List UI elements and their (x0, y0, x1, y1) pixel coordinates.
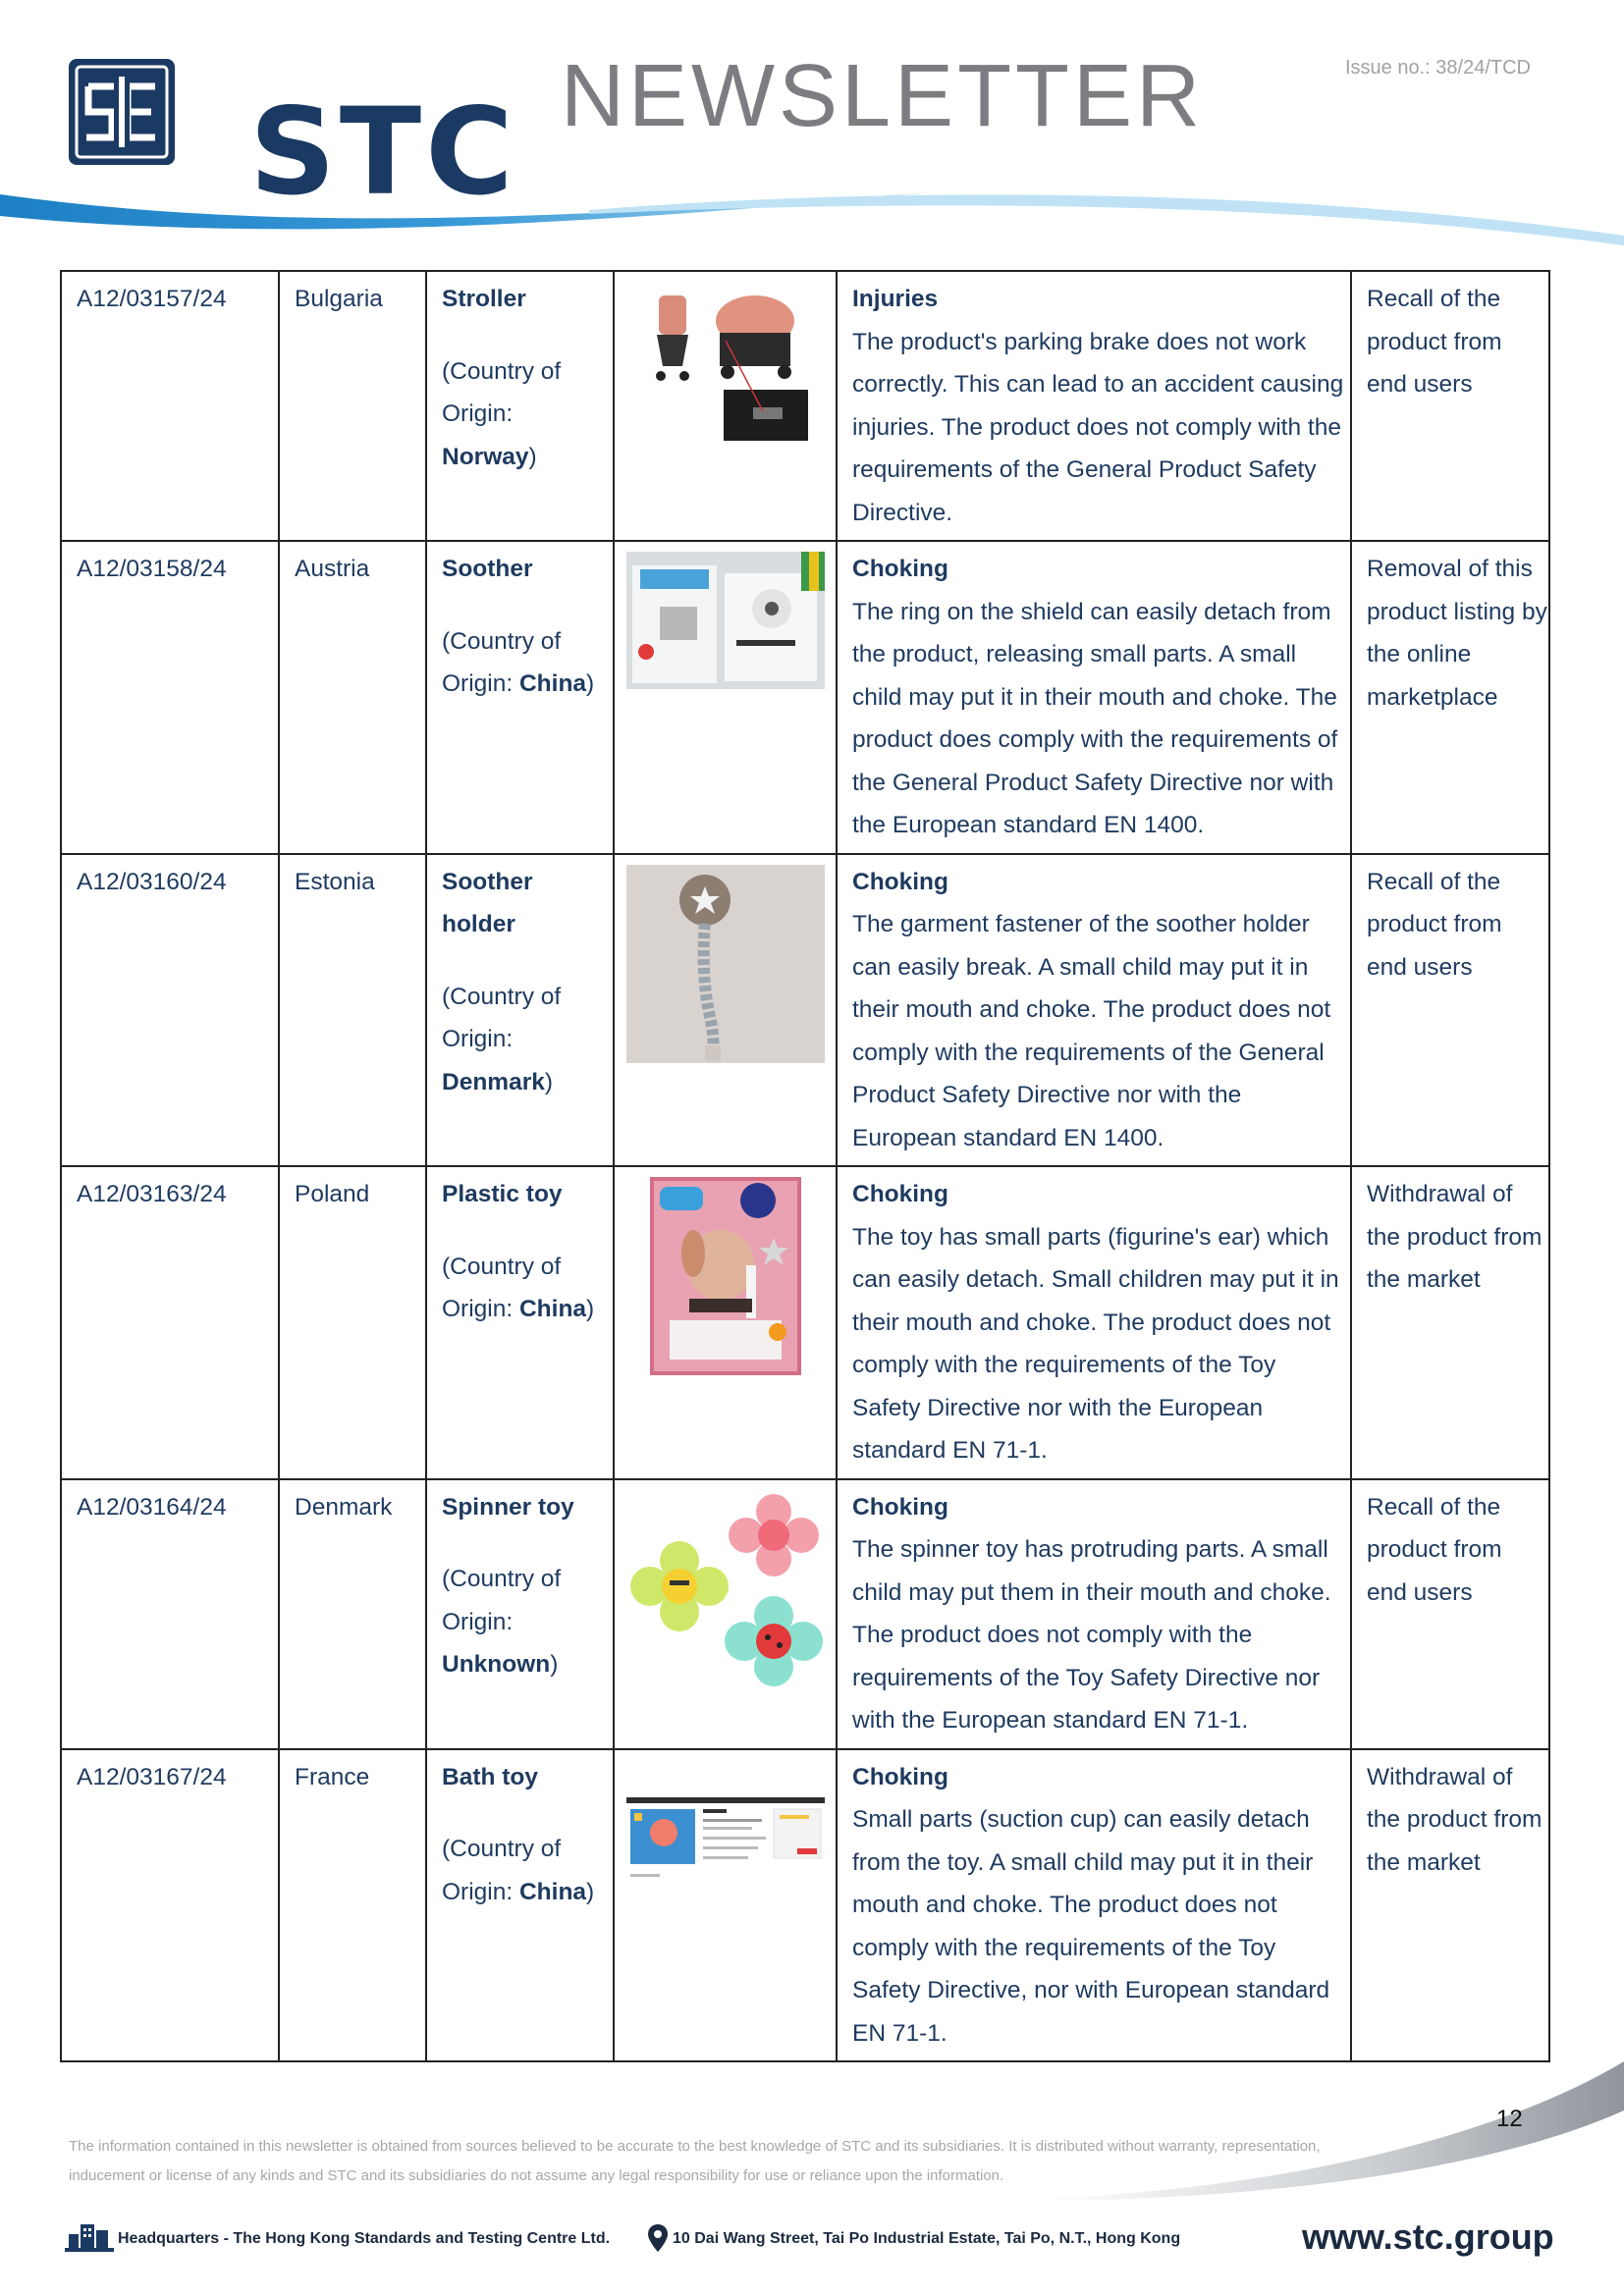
product-image-cell (614, 1479, 837, 1749)
origin-country: Unknown (442, 1651, 551, 1678)
brand-name: STC (249, 82, 517, 222)
risk-cell (837, 1749, 1351, 2062)
disclaimer-text: The information contained in this newsletter is obtained from sources believed to be accurate to the best knowledge of STC and its subsidiaries. It is distributed without warranty, representation, inducement or license of any kinds and STC and its subsidiaries do not assume any legal responsibility for use or reliance upon the information. (69, 2138, 1321, 2184)
origin-prefix: (Country of Origin: (442, 983, 562, 1052)
product-cell (426, 271, 614, 541)
risk-description: Small parts (suction cup) can easily detach from the toy. A small child may put it in their mouth and choke. The product does not comply with the requirements of the Toy Safety Directive, nor with European standard EN 71-1. (852, 1806, 1330, 2047)
risk-cell (837, 854, 1351, 1167)
table-row (61, 854, 1549, 1167)
reference-cell: A12/03160/24 (61, 854, 279, 1167)
product-image-cell (614, 1166, 837, 1479)
country-cell: Estonia (279, 854, 426, 1167)
risk-cell (837, 541, 1351, 854)
risk-description: The garment fastener of the soother holder can easily break. A small child may put it in their mouth and choke. The product does not comply with the requirements of the General Product Safety Directive nor with the European standard EN 1400. (852, 911, 1331, 1151)
alerts-table (60, 270, 1550, 2062)
stroller-photo-icon (637, 282, 814, 449)
product-cell (426, 1479, 614, 1749)
headquarters-text: Headquarters - The Hong Kong Standards and Testing Centre Ltd. (118, 2230, 611, 2247)
stc-logo-mark-icon (67, 57, 177, 167)
plastic-toy-photo-icon (650, 1177, 801, 1375)
header-swoosh (0, 177, 1624, 255)
risk-description: The ring on the shield can easily detach from the product, releasing small parts. A small child may put it in their mouth and choke. The product does comply with the requirements of the General Product Safety Directive nor with the European standard EN 1400. (852, 598, 1338, 838)
origin-suffix: ) (586, 670, 595, 697)
measure-cell: Recall of the product from end users (1351, 1479, 1549, 1749)
risk-type: Choking (852, 868, 948, 895)
origin-country: Denmark (442, 1068, 545, 1095)
issue-number: Issue no.: 38/24/TCD (1345, 57, 1531, 79)
reference-cell: A12/03157/24 (61, 271, 279, 541)
product-cell (426, 1749, 614, 2062)
risk-type: Choking (852, 1763, 948, 1790)
product-name: Soother (442, 556, 533, 582)
product-name: Spinner toy (442, 1493, 574, 1521)
origin-country: China (518, 1878, 587, 1905)
product-name: Soother holder (442, 868, 533, 937)
origin-prefix: (Country of Origin: (442, 1836, 562, 1905)
newsletter-title: NEWSLETTER (561, 47, 1205, 145)
address-text: 10 Dai Wang Street, Tai Po Industrial Estate, Tai Po, N.T., Hong Kong (673, 2230, 1181, 2247)
risk-cell (837, 271, 1351, 541)
measure-cell: Removal of this product listing by the online marketplace (1351, 541, 1549, 854)
risk-cell (837, 1166, 1351, 1479)
product-image-cell (614, 271, 837, 541)
risk-description: The toy has small parts (figurine's ear) which can easily detach. Small children may put it in their mouth and choke. The product does not comply with the requirements of the Toy Safety Directive nor with the European standard EN 71-1. (852, 1223, 1339, 1464)
origin-prefix: (Country of Origin: (442, 357, 562, 427)
origin-suffix: ) (586, 1878, 595, 1905)
product-image-cell (614, 854, 837, 1167)
country-cell: Austria (279, 541, 426, 854)
product-cell (426, 854, 614, 1167)
origin-suffix: ) (550, 1651, 559, 1678)
risk-type: Choking (852, 1181, 948, 1207)
country-cell: Bulgaria (279, 271, 426, 541)
risk-description: The spinner toy has protruding parts. A small child may put them in their mouth and choke. The product does not comply with the requirements of the Toy Safety Directive nor with the European standard EN 71-1. (852, 1536, 1331, 1734)
risk-cell (837, 1479, 1351, 1749)
measure-cell: Withdrawal of the product from the market (1351, 1166, 1549, 1479)
country-cell: Denmark (279, 1479, 426, 1749)
stc-logo (67, 57, 517, 222)
risk-type: Injuries (852, 286, 939, 312)
product-image-cell (614, 1749, 837, 2062)
table-row (61, 1166, 1549, 1479)
building-icon (65, 2220, 114, 2252)
table-row (61, 541, 1549, 854)
risk-type: Choking (852, 1493, 948, 1521)
product-cell (426, 1166, 614, 1479)
origin-prefix: (Country of Origin: (442, 1253, 562, 1322)
table-row (61, 1749, 1549, 2062)
spinner-toy-photo-icon (626, 1490, 825, 1688)
product-name: Plastic toy (442, 1181, 563, 1207)
measure-cell: Recall of the product from end users (1351, 271, 1549, 541)
country-cell: France (279, 1749, 426, 2062)
origin-prefix: (Country of Origin: (442, 1566, 562, 1635)
product-name: Bath toy (442, 1763, 538, 1790)
page-number: 12 (1496, 2106, 1523, 2132)
measure-cell: Withdrawal of the product from the market (1351, 1749, 1549, 2062)
product-cell (426, 541, 614, 854)
origin-country: China (518, 1296, 587, 1322)
reference-cell: A12/03167/24 (61, 1749, 279, 2062)
product-name: Stroller (442, 286, 526, 312)
origin-suffix: ) (586, 1296, 595, 1322)
product-image-cell (614, 541, 837, 854)
origin-country: China (518, 670, 587, 697)
reference-cell: A12/03158/24 (61, 541, 279, 854)
location-pin-icon (648, 2224, 668, 2252)
measure-cell: Recall of the product from end users (1351, 854, 1549, 1167)
page-header (0, 0, 1624, 255)
risk-description: The product's parking brake does not work correctly. This can lead to an accident causing injuries. The product does not comply with the requirements of the General Product Safety Directive. (852, 328, 1344, 526)
country-cell: Poland (279, 1166, 426, 1479)
soother-photo-icon (626, 552, 825, 689)
origin-country: Norway (442, 443, 529, 470)
reference-cell: A12/03163/24 (61, 1166, 279, 1479)
table-row (61, 1479, 1549, 1749)
origin-suffix: ) (544, 1068, 554, 1095)
risk-type: Choking (852, 556, 948, 582)
origin-suffix: ) (528, 443, 537, 470)
website-link[interactable]: www.stc.group (1302, 2216, 1554, 2257)
bath-toy-listing-icon (626, 1793, 825, 1892)
table-row (61, 271, 1549, 541)
origin-prefix: (Country of Origin: (442, 627, 562, 697)
reference-cell: A12/03164/24 (61, 1479, 279, 1749)
soother-holder-photo-icon (626, 865, 825, 1063)
